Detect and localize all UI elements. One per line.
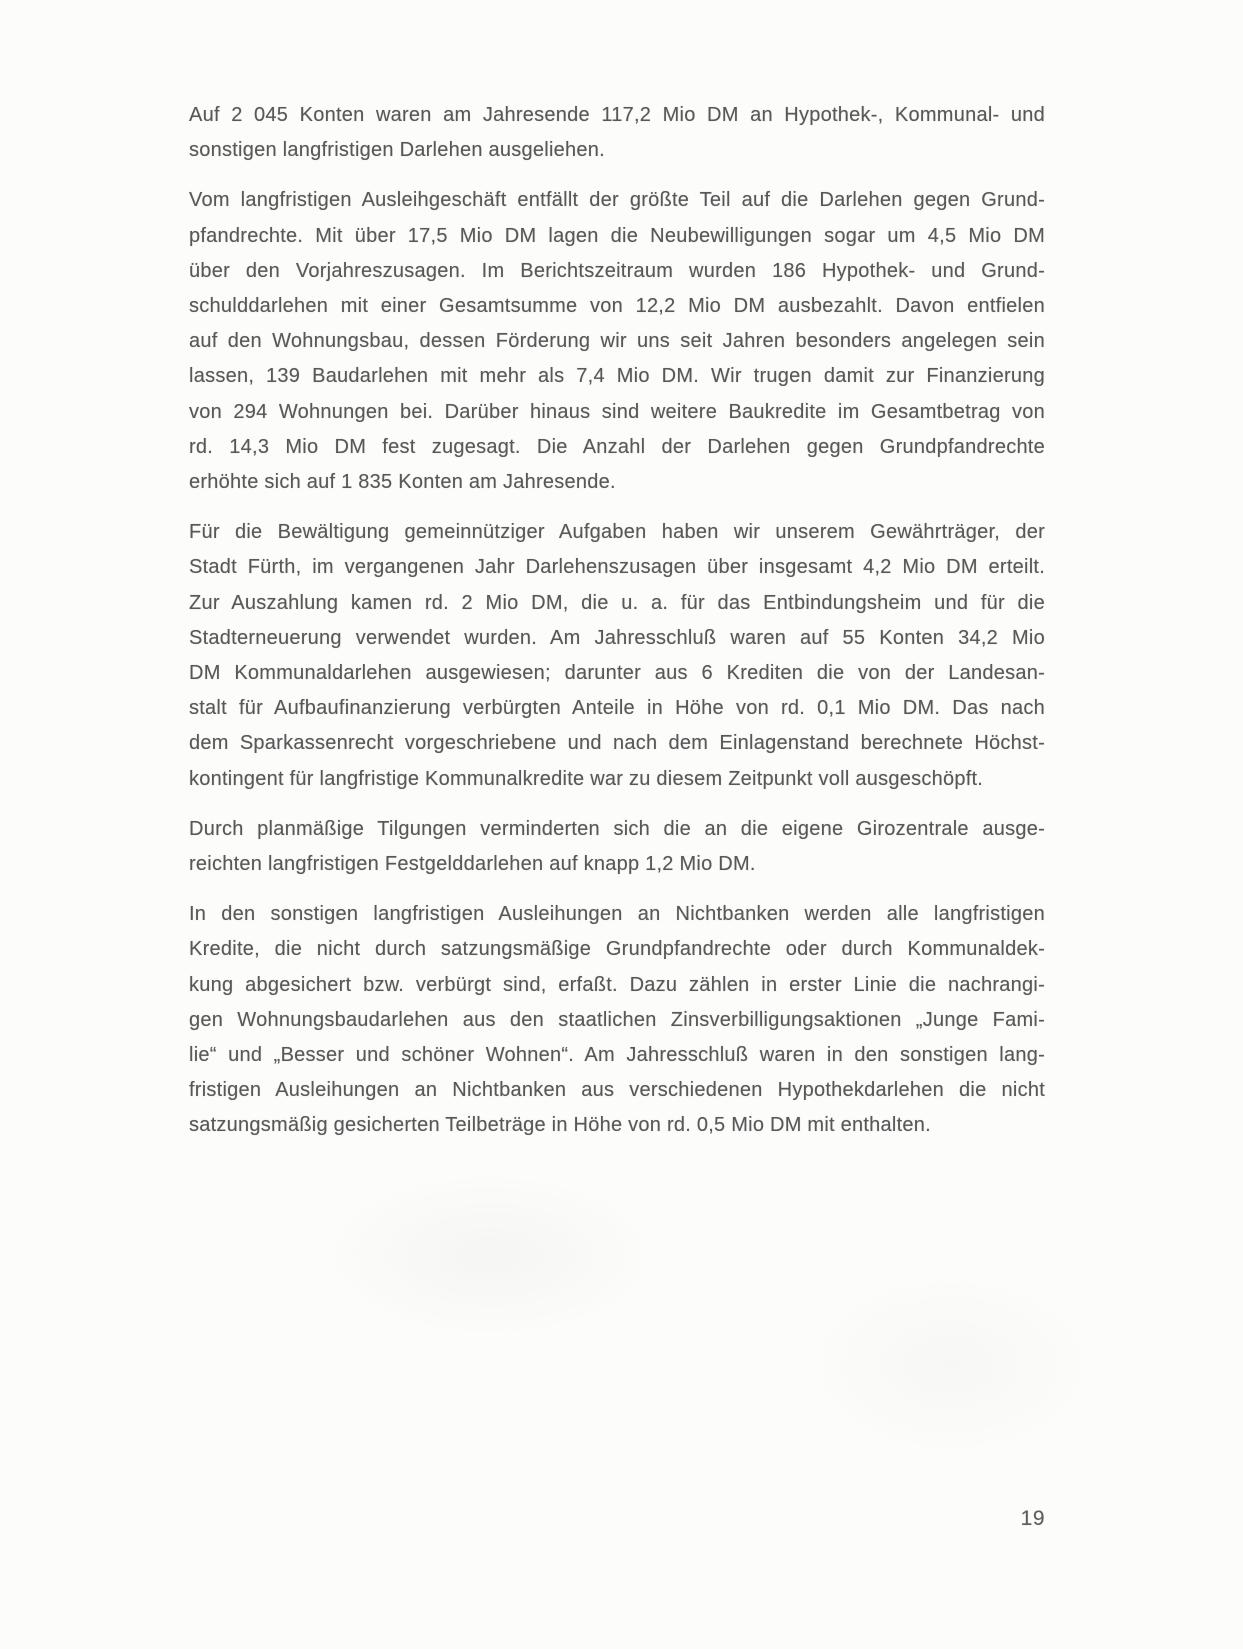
paragraph <box>189 98 1045 168</box>
text-line: lie“ und „Besser und schöner Wohnen“. Am Jahresschluß waren in den sonstigen lang- <box>189 1044 1045 1067</box>
page-number: 19 <box>1020 1507 1045 1530</box>
text-line: von 294 Wohnungen bei. Darüber hinaus sind weitere Baukredite im Gesamtbetrag von <box>189 400 1045 423</box>
text-line: kung abgesichert bzw. verbürgt sind, erfaßt. Dazu zählen in erster Linie die nachrangi- <box>189 973 1045 996</box>
paragraph <box>189 183 1045 500</box>
text-line: Kredite, die nicht durch satzungsmäßige Grundpfandrechte oder durch Kommunaldek- <box>189 938 1045 961</box>
text-line: dem Sparkassenrecht vorgeschriebene und nach dem Einlagenstand berechnete Höchst- <box>189 732 1045 755</box>
text-line: kontingent für langfristige Kommunalkredite war zu diesem Zeitpunkt voll ausgeschöpft. <box>189 767 984 790</box>
text-line: Stadterneuerung verwendet wurden. Am Jahresschluß waren auf 55 Konten 34,2 Mio <box>189 626 1045 649</box>
text-line: In den sonstigen langfristigen Ausleihungen an Nichtbanken werden alle langfristigen <box>189 903 1045 926</box>
scan-artifact <box>800 1270 1100 1460</box>
text-line: Stadt Fürth, im vergangenen Jahr Darlehenszusagen über insgesamt 4,2 Mio DM erteilt. <box>189 556 1045 579</box>
text-line: schulddarlehen mit einer Gesamtsumme von 12,2 Mio DM ausbezahlt. Davon entfielen <box>189 295 1045 318</box>
text-line: Auf 2 045 Konten waren am Jahresende 117,2 Mio DM an Hypothek-, Kommunal- und <box>189 104 1045 126</box>
text-line: Zur Auszahlung kamen rd. 2 Mio DM, die u. a. für das Entbindungsheim und für die <box>189 591 1045 614</box>
paragraph <box>189 897 1045 1143</box>
text-line: fristigen Ausleihungen an Nichtbanken aus verschiedenen Hypothekdarlehen die nicht <box>189 1079 1045 1102</box>
text-line: rd. 14,3 Mio DM fest zugesagt. Die Anzahl der Darlehen gegen Grundpfandrechte <box>189 435 1045 458</box>
text-line: DM Kommunaldarlehen ausgewiesen; darunter aus 6 Krediten die von der Landesan- <box>189 662 1045 685</box>
paragraph <box>189 515 1045 797</box>
text-line: pfandrechte. Mit über 17,5 Mio DM lagen die Neubewilligungen sogar um 4,5 Mio DM <box>189 224 1045 247</box>
text-line: erhöhte sich auf 1 835 Konten am Jahresende. <box>189 471 616 494</box>
text-line: satzungsmäßig gesicherten Teilbeträge in Höhe von rd. 0,5 Mio DM mit enthalten. <box>189 1114 931 1137</box>
scan-artifact <box>320 1170 660 1340</box>
text-line: Vom langfristigen Ausleihgeschäft entfällt der größte Teil auf die Darlehen gegen Grund- <box>189 189 1045 212</box>
text-line: auf den Wohnungsbau, dessen Förderung wir uns seit Jahren besonders angelegen sein <box>189 330 1045 353</box>
text-line: Durch planmäßige Tilgungen verminderten sich die an die eigene Girozentrale ausge- <box>189 817 1045 840</box>
text-line: lassen, 139 Baudarlehen mit mehr als 7,4 Mio DM. Wir trugen damit zur Finanzierung <box>189 365 1045 388</box>
text-line: gen Wohnungsbaudarlehen aus den staatlichen Zinsverbilligungsaktionen „Junge Fami- <box>189 1008 1045 1031</box>
body-text <box>189 98 1045 1159</box>
text-line: sonstigen langfristigen Darlehen ausgeliehen. <box>189 139 605 162</box>
text-line: reichten langfristigen Festgelddarlehen auf knapp 1,2 Mio DM. <box>189 853 756 876</box>
text-line: Für die Bewältigung gemeinnütziger Aufgaben haben wir unserem Gewährträger, der <box>189 521 1045 544</box>
text-line: stalt für Aufbaufinanzierung verbürgten Anteile in Höhe von rd. 0,1 Mio DM. Das nach <box>189 697 1045 720</box>
text-line: über den Vorjahreszusagen. Im Berichtszeitraum wurden 186 Hypothek- und Grund- <box>189 259 1045 282</box>
paragraph <box>189 812 1045 882</box>
